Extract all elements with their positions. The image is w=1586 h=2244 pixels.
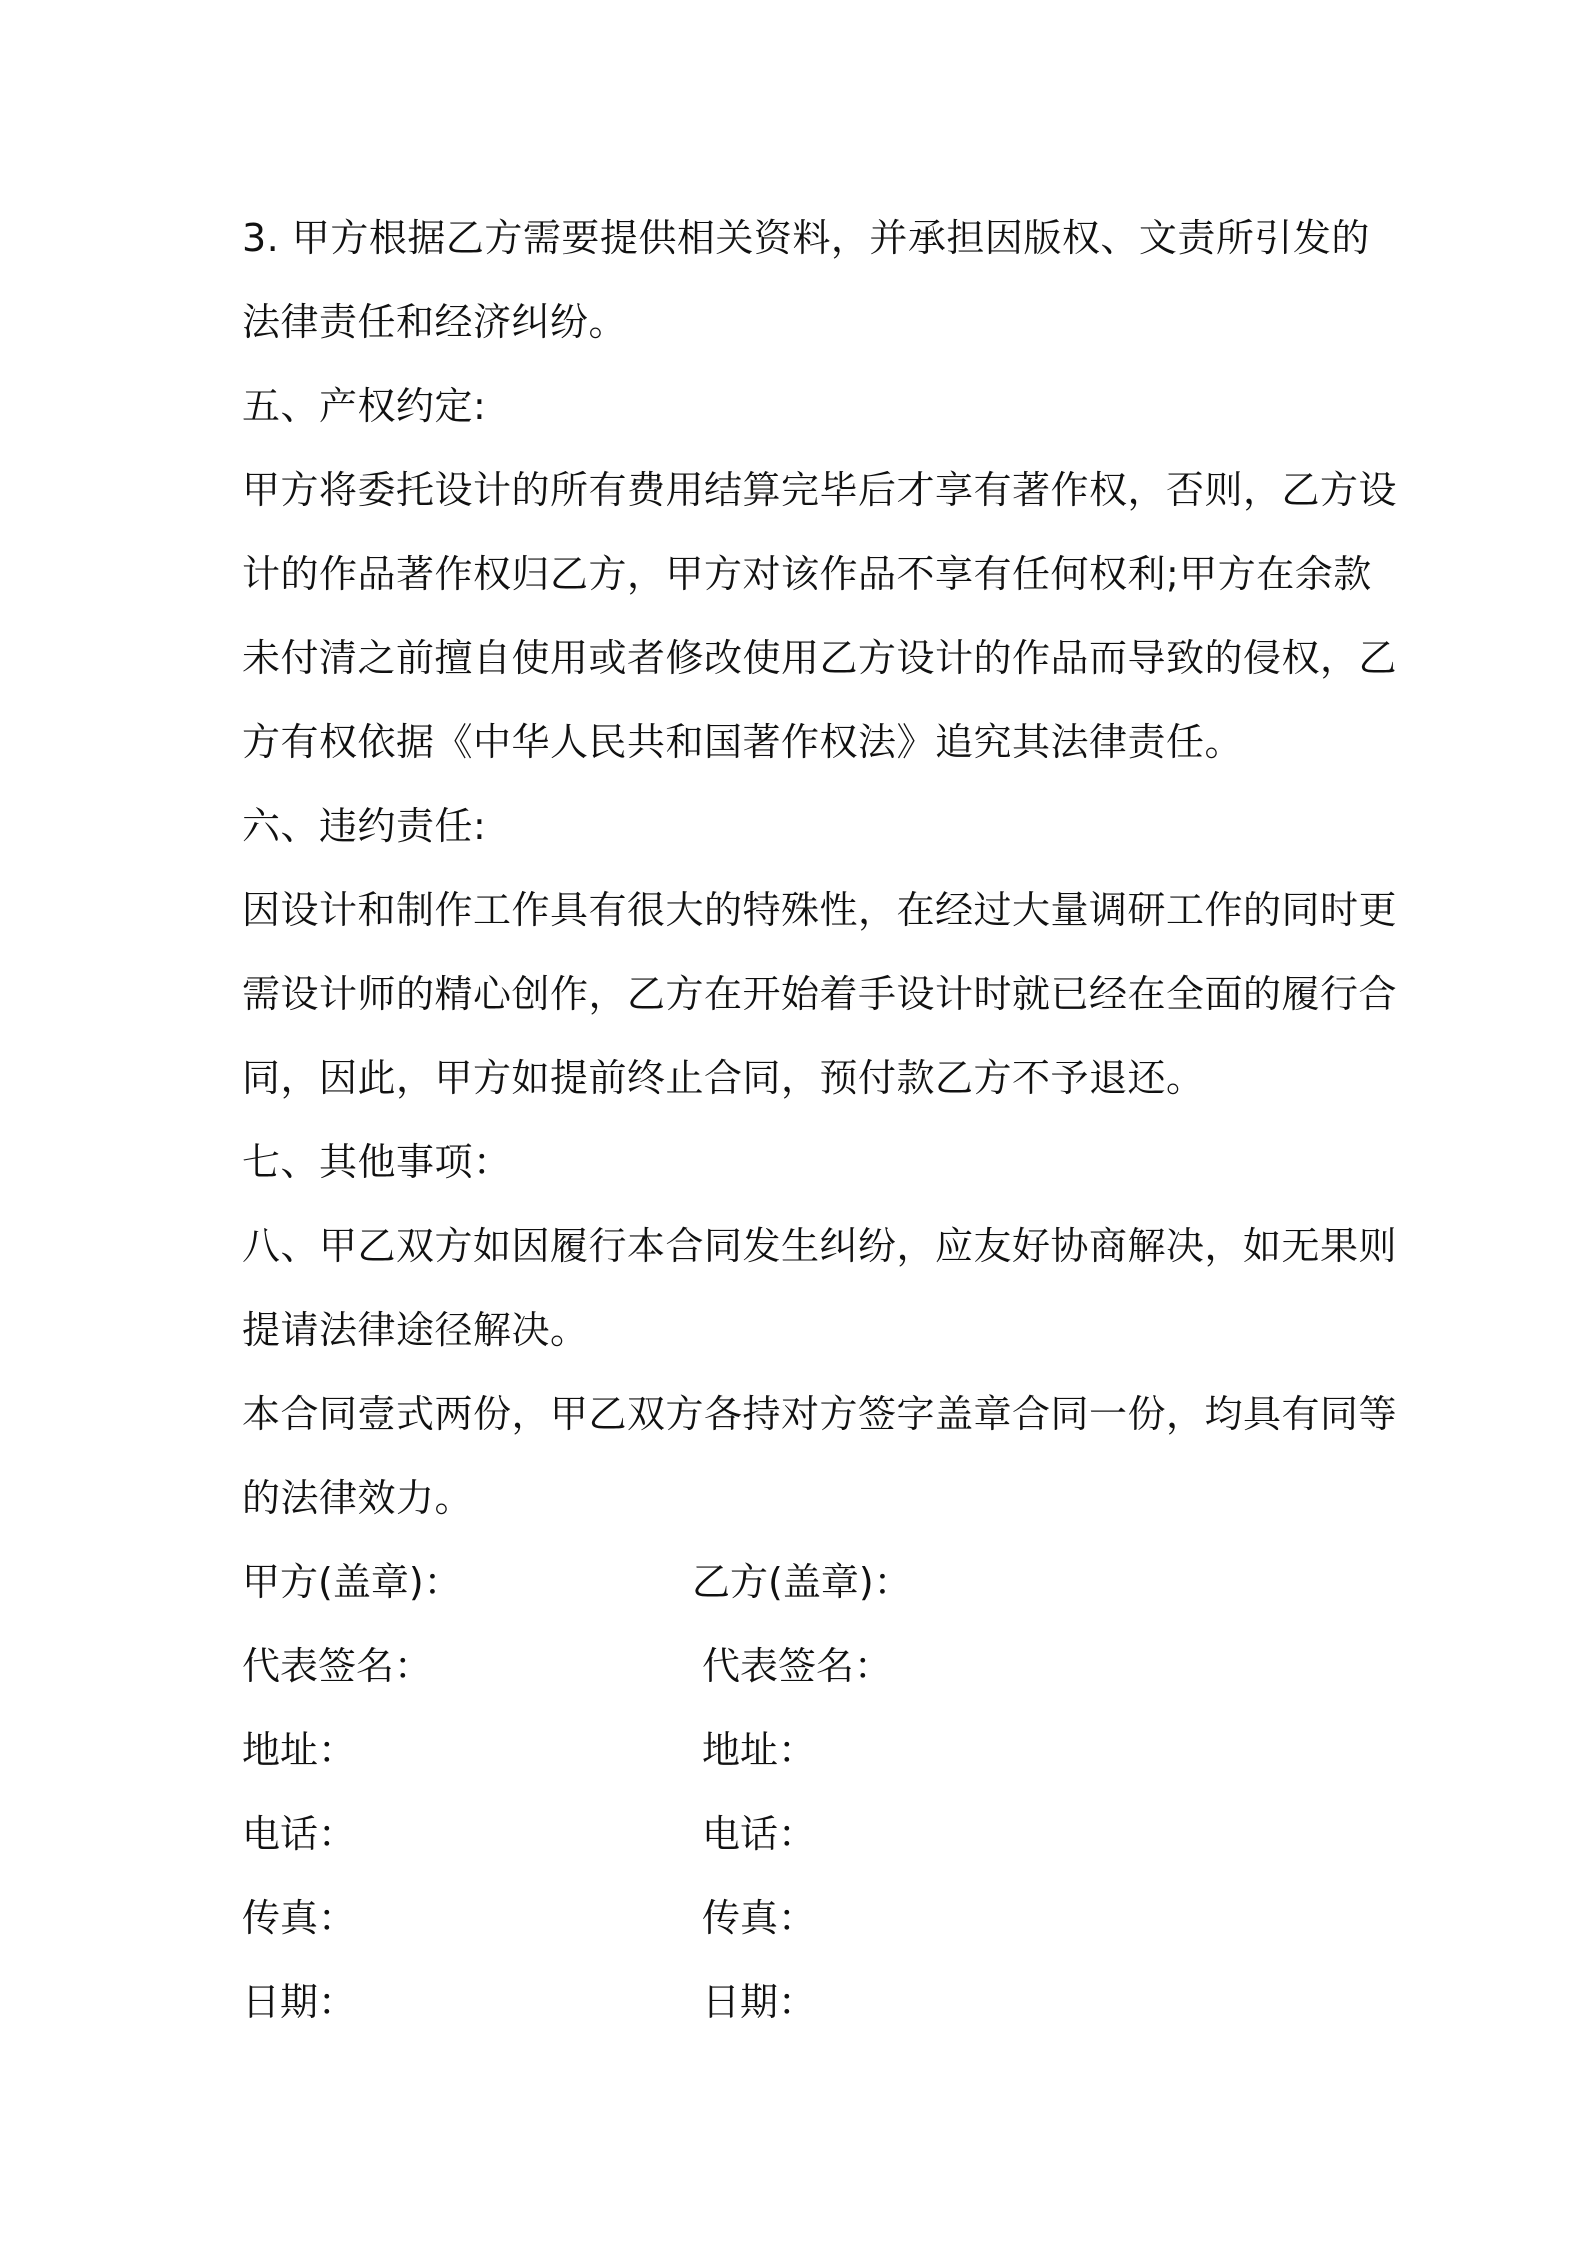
body-line-15: 本合同壹式两份，甲乙双方各持对方签字盖章合同一份，均具有同等: [242, 1392, 1398, 1436]
body-line-2: 法律责任和经济纠纷。: [242, 300, 628, 344]
body-line-7: 方有权依据《中华人民共和国著作权法》追究其法律责任。: [242, 720, 1244, 764]
signature-row-address: [242, 1708, 1362, 1792]
body-line-11: 同，因此，甲方如提前终止合同，预付款乙方不予退还。: [242, 1056, 1205, 1100]
body-line-14: 提请法律途径解决。: [242, 1308, 589, 1352]
party-a-seal-label: 甲方(盖章)：: [242, 1560, 462, 1604]
body-line-13: 八、甲乙双方如因履行本合同发生纠纷，应友好协商解决，如无果则: [242, 1224, 1398, 1268]
party-a-representative-label: 代表签名：: [242, 1644, 433, 1688]
party-a-fax-label: 传真：: [242, 1896, 357, 1940]
party-b-seal-label: 乙方(盖章)：: [692, 1560, 912, 1604]
signature-row-date: [242, 1960, 1362, 2044]
contract-content: [242, 196, 1398, 2044]
party-b-date-label: 日期：: [702, 1980, 817, 2024]
party-a-address-label: 地址：: [242, 1728, 357, 1772]
section-heading-breach-liability: 六、违约责任:: [242, 804, 487, 848]
party-b-fax-label: 传真：: [702, 1896, 817, 1940]
party-a-date-label: 日期：: [242, 1980, 357, 2024]
signature-row-seal: [242, 1540, 1362, 1624]
section-heading-other-matters: 七、其他事项：: [242, 1140, 512, 1184]
body-line-9: 因设计和制作工作具有很大的特殊性，在经过大量调研工作的同时更: [242, 888, 1398, 932]
body-line-6: 未付清之前擅自使用或者修改使用乙方设计的作品而导致的侵权，乙: [242, 636, 1398, 680]
body-line-4: 甲方将委托设计的所有费用结算完毕后才享有著作权，否则，乙方设: [242, 468, 1398, 512]
party-b-phone-label: 电话：: [702, 1812, 817, 1856]
signature-row-fax: [242, 1876, 1362, 1960]
party-b-address-label: 地址：: [702, 1728, 817, 1772]
body-line-10: 需设计师的精心创作，乙方在开始着手设计时就已经在全面的履行合: [242, 972, 1398, 1016]
body-line-5: 计的作品著作权归乙方，甲方对该作品不享有任何权利;甲方在余款: [242, 552, 1372, 596]
body-line-16: 的法律效力。: [242, 1476, 474, 1520]
section-heading-property-rights: 五、产权约定:: [242, 384, 487, 428]
party-b-representative-label: 代表签名：: [702, 1644, 893, 1688]
signature-row-representative: [242, 1624, 1362, 1708]
party-a-phone-label: 电话：: [242, 1812, 357, 1856]
signature-row-phone: [242, 1792, 1362, 1876]
body-line-1: 3. 甲方根据乙方需要提供相关资料，并承担因版权、文责所引发的: [242, 216, 1370, 260]
